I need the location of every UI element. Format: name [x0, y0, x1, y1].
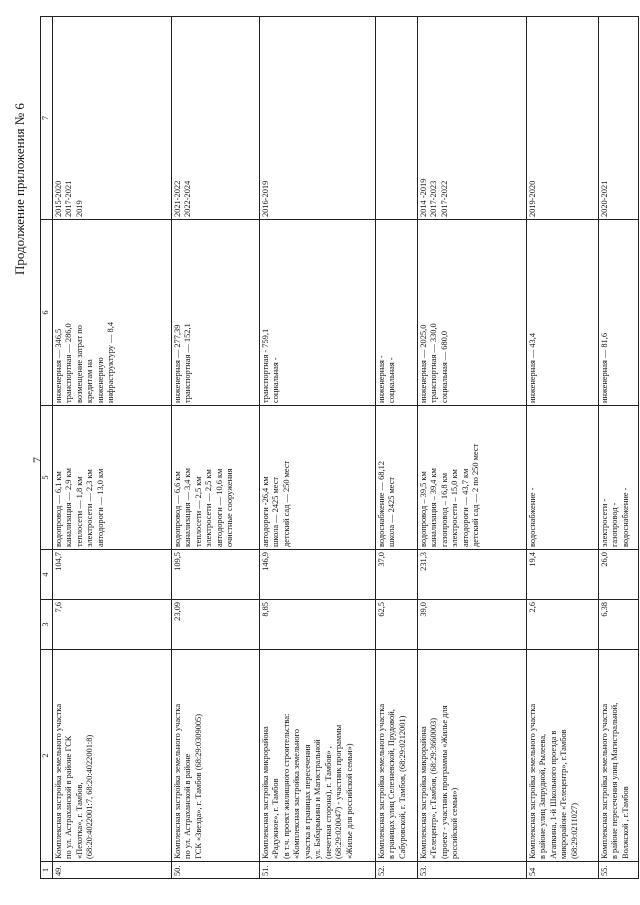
- invest-line: инфраструктуру — 8,4: [106, 321, 115, 403]
- cost-value: 26,0: [598, 550, 638, 600]
- name-line: Комплексная застройка микрорайона: [418, 726, 428, 859]
- appendix-heading: Продолжение приложения № 6: [12, 103, 27, 275]
- name-line: Комплексная застройка земельного участка: [53, 703, 63, 859]
- name-line: ул. Бабарыкина и Магистральной: [313, 739, 322, 859]
- infra-line: электросети — 2,5 км: [204, 469, 213, 547]
- years-list: [375, 17, 417, 220]
- infra-line: теплосети — 2,5 км: [193, 476, 203, 547]
- infra-line: школа — 2425 мест: [271, 476, 280, 547]
- table-row: [259, 17, 375, 879]
- name-line: (68:29:0211027): [569, 803, 579, 859]
- project-name: [526, 650, 598, 862]
- name-line: «Комплексная застройка земельного: [292, 728, 301, 859]
- project-name: [259, 650, 375, 862]
- col-header: 5: [41, 406, 53, 550]
- name-line: Сабуровской, г. Тамбов, (68:29:0212001): [397, 715, 407, 859]
- years-list: [259, 17, 375, 220]
- years-list: [171, 17, 259, 220]
- name-line: «Радужное», г. Тамбов: [271, 778, 280, 859]
- invest-line: инженерная — 277,39: [172, 324, 182, 403]
- infra-line: очистные сооружения: [225, 468, 234, 547]
- years-line: 2017-2023: [429, 180, 438, 217]
- infra-line: газопровод -: [610, 502, 619, 547]
- invest-line: инженерная — 2025,0: [418, 324, 428, 403]
- infra-line: электросети — 2,3 км: [85, 469, 94, 547]
- col-header: 2: [41, 650, 53, 862]
- years-line: 2014 -2019: [418, 178, 428, 217]
- name-line: микрорайоне «Телецентр», г.Тамбов: [559, 729, 568, 859]
- name-line: участка в границах пересечения: [302, 744, 312, 859]
- cost-value: 104,7: [52, 550, 171, 600]
- investment-list: [375, 220, 417, 406]
- infra-line: водопровод – 39,5 км: [418, 471, 428, 547]
- area-value: 8,85: [259, 600, 375, 650]
- infra-line: электросети – 15,0 км: [450, 469, 459, 547]
- name-line: ГСК «Звезда», г. Тамбов (68:29:0309005): [193, 713, 203, 859]
- infra-line: автодороги — 13,0 км: [95, 468, 105, 547]
- name-line: в районе улиц Запрудной, Рылеева,: [538, 733, 547, 859]
- investment-list: [171, 220, 259, 406]
- infrastructure-list: [375, 406, 417, 550]
- infrastructure-list: [259, 406, 375, 550]
- name-line: (проект - участник программы «Жилье для: [439, 705, 449, 859]
- infrastructure-list: [598, 406, 638, 550]
- table-body: [52, 17, 638, 879]
- area-value: 6,38: [598, 600, 638, 650]
- years-list: [417, 17, 526, 220]
- infra-line: водопровод — 6,1 км: [53, 471, 63, 547]
- row-number: 53.: [417, 862, 526, 879]
- name-line: российской семьи»): [450, 787, 459, 859]
- investment-list: [52, 220, 171, 406]
- name-line: (68:20:4022001:7, 68:20:4022001:8): [85, 734, 94, 859]
- name-line: (нечетная сторона), г. Тамбов» ,: [323, 746, 333, 859]
- row-number: 54: [526, 862, 598, 879]
- name-line: «Жилье для российской семьи»): [344, 743, 354, 859]
- infrastructure-list: [526, 406, 598, 550]
- table-row: [598, 17, 638, 879]
- project-name: [598, 650, 638, 862]
- invest-line: транспортная — 286,0: [64, 323, 73, 403]
- years-line: 2021-2022: [172, 180, 182, 217]
- cost-value: 37,0: [375, 550, 417, 600]
- infra-line: водоснабжение — 68,12: [376, 461, 386, 547]
- years-line: 2017-2022: [439, 180, 449, 217]
- table-row: [171, 17, 259, 879]
- investment-list: [526, 220, 598, 406]
- invest-line: социальная — 680,0: [439, 330, 449, 403]
- infra-line: детский сад — 2 по 250 мест: [471, 443, 480, 547]
- years-list: [526, 17, 598, 220]
- invest-line: транспортная — 330,0: [429, 323, 438, 403]
- invest-line: инженерная — 346,5: [53, 328, 63, 403]
- infrastructure-list: [171, 406, 259, 550]
- invest-line: инженерная — 43,4: [527, 332, 537, 403]
- years-line: 2019: [74, 200, 84, 217]
- col-header: 7: [41, 17, 53, 220]
- area-value: 7,6: [52, 600, 171, 650]
- project-name: [171, 650, 259, 862]
- col-header: 3: [41, 600, 53, 650]
- investment-list: [259, 220, 375, 406]
- invest-line: инженерная -: [376, 355, 386, 403]
- years-line: 2016-2019: [260, 180, 270, 217]
- infra-line: канализация — 3,4 км: [183, 468, 192, 547]
- invest-line: транспортная — 152,1: [183, 323, 192, 403]
- cost-value: 109,5: [171, 550, 259, 600]
- name-line: Комплексная застройка земельного участка: [527, 703, 537, 859]
- infra-line: водопровод — 6,6 км: [172, 471, 182, 547]
- row-number: 52.: [375, 862, 417, 879]
- col-header: 4: [41, 550, 53, 600]
- name-line: по ул. Астраханской в районе ГСК: [64, 735, 73, 859]
- row-number: 55.: [598, 862, 638, 879]
- name-line: Комплексная застройка земельного участка: [599, 703, 609, 859]
- infra-line: автодороги — 43,7 км: [460, 468, 470, 547]
- area-value: 2,6: [526, 600, 598, 650]
- area-value: 23,09: [171, 600, 259, 650]
- infra-line: газопровод – 16,8 км: [439, 472, 449, 547]
- col-header: 6: [41, 220, 53, 406]
- project-name: [417, 650, 526, 862]
- investment-list: [417, 220, 526, 406]
- name-line: Комплексная застройка микрорайона: [260, 726, 270, 859]
- years-list: [598, 17, 638, 220]
- years-line: 2020-2021: [599, 180, 609, 217]
- infrastructure-list: [417, 406, 526, 550]
- project-name: [52, 650, 171, 862]
- name-line: (в т.ч. проект жилищного строительства:: [281, 713, 291, 859]
- name-line: «Телецентр», г.Тамбов, (68:29:3660003): [429, 718, 438, 859]
- infra-line: теплосети — 1,8 км: [74, 476, 84, 547]
- row-number: 49.: [52, 862, 171, 879]
- header-row: [41, 17, 53, 879]
- invest-line: кредитам на: [85, 359, 94, 403]
- cost-value: 146,9: [259, 550, 375, 600]
- row-number: 50.: [171, 862, 259, 879]
- invest-line: социальная -: [387, 357, 396, 403]
- infra-line: водоснабжение -: [620, 487, 630, 547]
- infra-line: автодороги — 10,6 км: [214, 468, 224, 547]
- infra-line: канализация — 2,9 км: [64, 468, 73, 547]
- invest-line: инженерная — 81,6: [599, 332, 609, 403]
- name-line: Агапкина, 1-й Школьного проезда в: [548, 730, 558, 859]
- investment-list: [598, 220, 638, 406]
- name-line: в районе пересечения улиц Магистральной,: [610, 702, 619, 859]
- infra-line: детский сад — 250 мест: [281, 460, 291, 547]
- project-name: [375, 650, 417, 862]
- area-value: 62,5: [375, 600, 417, 650]
- years-line: 2022-2024: [183, 180, 192, 217]
- row-number: 51.: [259, 862, 375, 879]
- table-row: [417, 17, 526, 879]
- infra-line: электросети -: [599, 498, 609, 547]
- area-value: 39,0: [417, 600, 526, 650]
- table-row: [375, 17, 417, 879]
- years-line: 2015-2020: [53, 180, 63, 217]
- name-line: Комплексная застройка земельного участка: [172, 703, 182, 859]
- page-number: 7: [30, 457, 44, 463]
- invest-line: возмещение затрат по: [74, 325, 84, 403]
- name-line: в границах улиц Селезневской, Прудовой,: [387, 709, 396, 859]
- name-line: (68:29:020047) - участник программы: [334, 724, 343, 859]
- years-line: 2017-2021: [64, 180, 73, 217]
- name-line: Волжской , г.Тамбов: [620, 786, 630, 859]
- col-header: 1: [41, 862, 53, 879]
- cost-value: 19,4: [526, 550, 598, 600]
- infra-line: водоснабжение -: [527, 487, 537, 547]
- table-row: [526, 17, 598, 879]
- infra-line: школа — 2425 мест: [387, 476, 396, 547]
- name-line: Комплексная застройка земельного участка: [376, 703, 386, 859]
- years-list: [52, 17, 171, 220]
- table-row: [52, 17, 171, 879]
- infra-line: канализация – 39,4 км: [429, 468, 438, 547]
- infrastructure-list: [52, 406, 171, 550]
- cost-value: 231,3: [417, 550, 526, 600]
- invest-line: транспортная - 759,1: [260, 328, 270, 403]
- infra-line: автодороги -26,4 км: [260, 476, 270, 547]
- invest-line: инженерную: [95, 357, 105, 403]
- years-line: 2019-2020: [527, 180, 537, 217]
- project-table: [40, 16, 639, 879]
- name-line: «Пехотка», г. Тамбов,: [74, 782, 84, 859]
- name-line: по ул. Астраханской в районе: [183, 753, 192, 859]
- invest-line: социальная -: [271, 357, 280, 403]
